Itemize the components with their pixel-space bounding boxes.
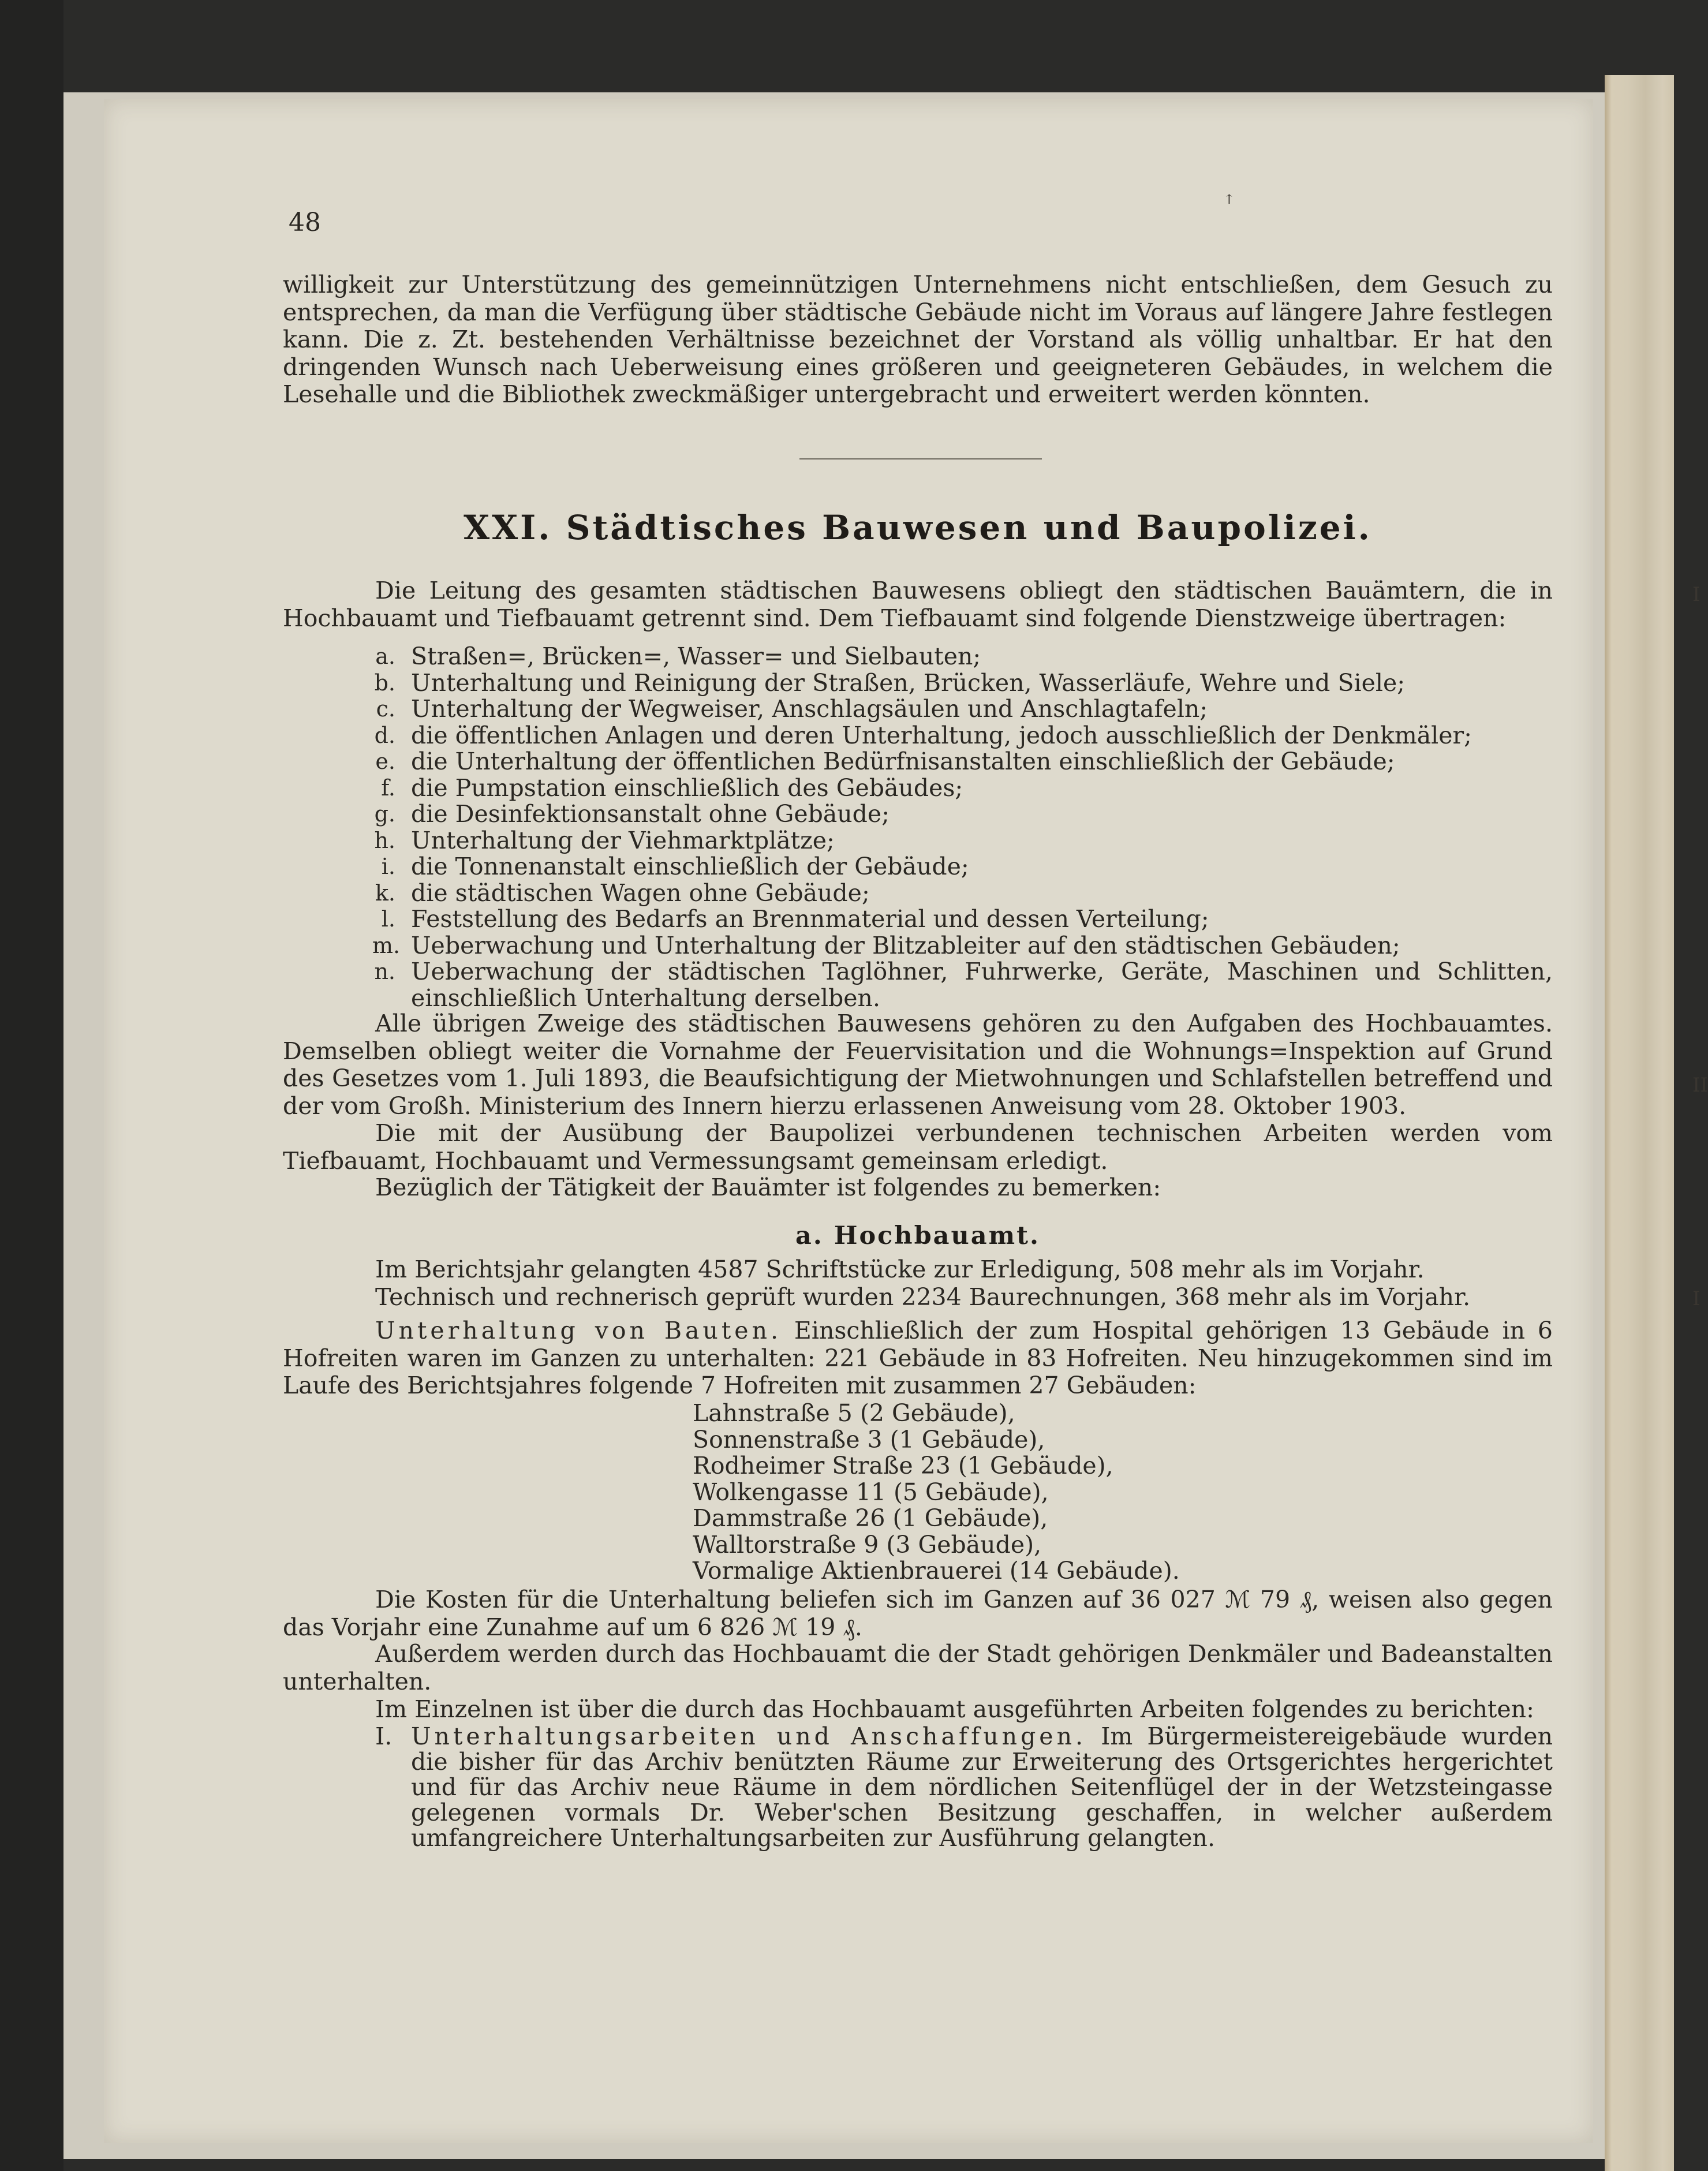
- list-item: [283, 959, 1553, 1011]
- list-text: die öffentlichen Anlagen und deren Unterhaltung, jedoch ausschließlich der Denkmäler;: [411, 721, 1472, 749]
- list-item: Walltorstraße 9 (3 Gebäude),: [693, 1530, 1042, 1559]
- remaining-duties-paragraph: Alle übrigen Zweige des städtischen Bauwesens gehören zu den Aufgaben des Hochbauamtes. Demselben obliegt weiter die Vornahme der Feuervisitation und die Wohnungs=Inspektion auf Grund des Gesetzes vom 1. Juli 1893, die Beaufsichtigung der Mietwohnungen und Schlafstellen betreffend und der vom Großh. Ministerium des Innern hierzu erlassenen Anweisung vom 28. Oktober 1903.: [283, 1010, 1553, 1120]
- list-letter: a.: [375, 644, 395, 669]
- checked-invoices-paragraph: Technisch und rechnerisch geprüft wurden 2234 Baurechnungen, 368 mehr als im Vorjahr.: [375, 1283, 1471, 1311]
- list-letter: c.: [376, 696, 395, 722]
- list-item: [283, 644, 1553, 670]
- list-text: die Tonnenanstalt einschließlich der Gebäude;: [411, 853, 969, 880]
- section-divider: [799, 458, 1042, 459]
- list-letter: b.: [374, 670, 395, 696]
- list-item: [283, 723, 1553, 749]
- maintenance-paragraph: [283, 1317, 1553, 1400]
- list-item: Lahnstraße 5 (2 Gebäude),: [693, 1399, 1015, 1427]
- list-letter: n.: [374, 959, 395, 984]
- section-intro-paragraph: Die Leitung des gesamten städtischen Bauwesens obliegt den städtischen Bauämtern, die in Hochbauamt und Tiefbauamt getrennt sind. Dem Tiefbauamt sind folgende Dienstzweige übertragen:: [283, 577, 1553, 632]
- next-page-mark: I: [1692, 1287, 1700, 1310]
- list-item: [283, 933, 1553, 959]
- list-letter: f.: [381, 775, 395, 801]
- documents-paragraph: Im Berichtsjahr gelangten 4587 Schriftstücke zur Erledigung, 508 mehr als im Vorjahr.: [375, 1255, 1425, 1283]
- duties-list: [283, 644, 1553, 1011]
- scan-background-left: [0, 0, 63, 2171]
- list-text: Unterhaltung der Wegweiser, Anschlagsäulen und Anschlagtafeln;: [411, 695, 1208, 723]
- list-item: Rodheimer Straße 23 (1 Gebäude),: [693, 1452, 1113, 1479]
- list-item: [283, 906, 1553, 933]
- list-item: [283, 828, 1553, 854]
- section-heading: XXI. Städtisches Bauwesen und Baupolizei.: [464, 508, 1372, 547]
- list-text: Unterhaltung der Viehmarktplätze;: [411, 826, 835, 854]
- list-text: Ueberwachung der städtischen Taglöhner, Fuhrwerke, Geräte, Maschinen und Schlitten, einschließlich Unterhaltung derselben.: [411, 958, 1553, 1012]
- list-text: die Desinfektionsanstalt ohne Gebäude;: [411, 800, 890, 828]
- list-item: Sonnenstraße 3 (1 Gebäude),: [693, 1425, 1045, 1453]
- costs-paragraph: Die Kosten für die Unterhaltung beliefen sich im Ganzen auf 36 027 ℳ 79 ₰, weisen also gegen das Vorjahr eine Zunahme auf um 6 826 ℳ 19 ₰.: [283, 1586, 1553, 1641]
- list-text: die Unterhaltung der öffentlichen Bedürfnisanstalten einschließlich der Gebäude;: [411, 748, 1395, 775]
- page-number: 48: [289, 208, 321, 237]
- subsection-heading: a. Hochbauamt.: [795, 1221, 1040, 1250]
- section-i-label: Unterhaltungsarbeiten und Anschaffungen.: [411, 1722, 1087, 1750]
- list-letter: g.: [374, 801, 395, 827]
- section-i-text: [411, 1724, 1553, 1851]
- list-item: [283, 854, 1553, 880]
- list-letter: m.: [372, 932, 401, 958]
- section-mark: I.: [375, 1722, 393, 1750]
- ink-stain: ꜛ: [1225, 190, 1234, 217]
- next-page-mark: I: [1692, 583, 1700, 606]
- list-letter: e.: [375, 749, 395, 774]
- list-item: [283, 801, 1553, 828]
- list-item: Vormalige Aktienbrauerei (14 Gebäude).: [693, 1557, 1180, 1585]
- list-letter: i.: [381, 854, 395, 879]
- address-list: [693, 1400, 1180, 1585]
- list-item: [283, 880, 1553, 907]
- list-item: Wolkengasse 11 (5 Gebäude),: [693, 1478, 1049, 1506]
- activity-paragraph: Bezüglich der Tätigkeit der Bauämter ist folgendes zu bemerken:: [375, 1174, 1161, 1201]
- building-police-paragraph: Die mit der Ausübung der Baupolizei verbundenen technischen Arbeiten werden vom Tiefbauamt, Hochbauamt und Vermessungsamt gemeinsam erledigt.: [283, 1119, 1553, 1175]
- list-item: [283, 775, 1553, 802]
- next-page-mark: II: [1692, 1074, 1708, 1097]
- details-paragraph: Im Einzelnen ist über die durch das Hochbauamt ausgeführten Arbeiten folgendes zu berichten:: [375, 1695, 1534, 1723]
- list-letter: d.: [374, 722, 395, 748]
- monuments-paragraph: Außerdem werden durch das Hochbauamt die der Stadt gehörigen Denkmäler und Badeanstalten unterhalten.: [283, 1640, 1553, 1695]
- list-item: [283, 670, 1553, 697]
- next-page-edge: [1605, 75, 1674, 2171]
- list-text: Unterhaltung und Reinigung der Straßen, Brücken, Wasserläufe, Wehre und Siele;: [411, 668, 1406, 697]
- list-text: Feststellung des Bedarfs an Brennmaterial und dessen Verteilung;: [411, 905, 1209, 933]
- list-item: [283, 696, 1553, 723]
- list-item: [283, 749, 1553, 775]
- list-text: Straßen=, Brücken=, Wasser= und Sielbauten;: [411, 642, 981, 670]
- section-i-body: Im Bürgermeistereigebäude wurden die bisher für das Archiv benützten Räume zur Erweiterung des Ortsgerichtes hergerichtet und für das Archiv neue Räume in dem nördlichen Seitenflügel der in der Wetzsteingasse gelegenen vormals Dr. Weber'schen Besitzung geschaffen, in welcher außerdem umfangreichere Unterhaltungsarbeiten zur Ausführung gelangten.: [411, 1722, 1553, 1852]
- list-letter: k.: [375, 880, 395, 906]
- list-letter: h.: [374, 827, 395, 853]
- maintenance-text: Einschließlich der zum Hospital gehörigen 13 Gebäude in 6 Hofreiten waren im Ganzen zu unterhalten: 221 Gebäude in 83 Hofreiten. Neu hinzugekommen sind im Laufe des Berichtsjahres folgende 7 Hofreiten mit zusammen 27 Gebäuden:: [283, 1317, 1553, 1399]
- list-text: die städtischen Wagen ohne Gebäude;: [411, 879, 870, 907]
- intro-paragraph: willigkeit zur Unterstützung des gemeinnützigen Unternehmens nicht entschließen, dem Gesuch zu entsprechen, da man die Verfügung über städtische Gebäude nicht im Voraus auf längere Jahre festlegen kann. Die z. Zt. bestehenden Verhältnisse bezeichnet der Vorstand als völlig unhaltbar. Er hat den dringenden Wunsch nach Ueberweisung eines größeren und geeigneteren Gebäudes, in welchem die Lesehalle und die Bibliothek zweckmäßiger untergebracht und erweitert werden könnten.: [283, 271, 1553, 408]
- list-letter: l.: [381, 906, 395, 932]
- list-text: Ueberwachung und Unterhaltung der Blitzableiter auf den städtischen Gebäuden;: [411, 931, 1400, 959]
- list-text: die Pumpstation einschließlich des Gebäudes;: [411, 774, 963, 802]
- maintenance-label: Unterhaltung von Bauten.: [375, 1317, 782, 1344]
- list-item: Dammstraße 26 (1 Gebäude),: [693, 1504, 1048, 1532]
